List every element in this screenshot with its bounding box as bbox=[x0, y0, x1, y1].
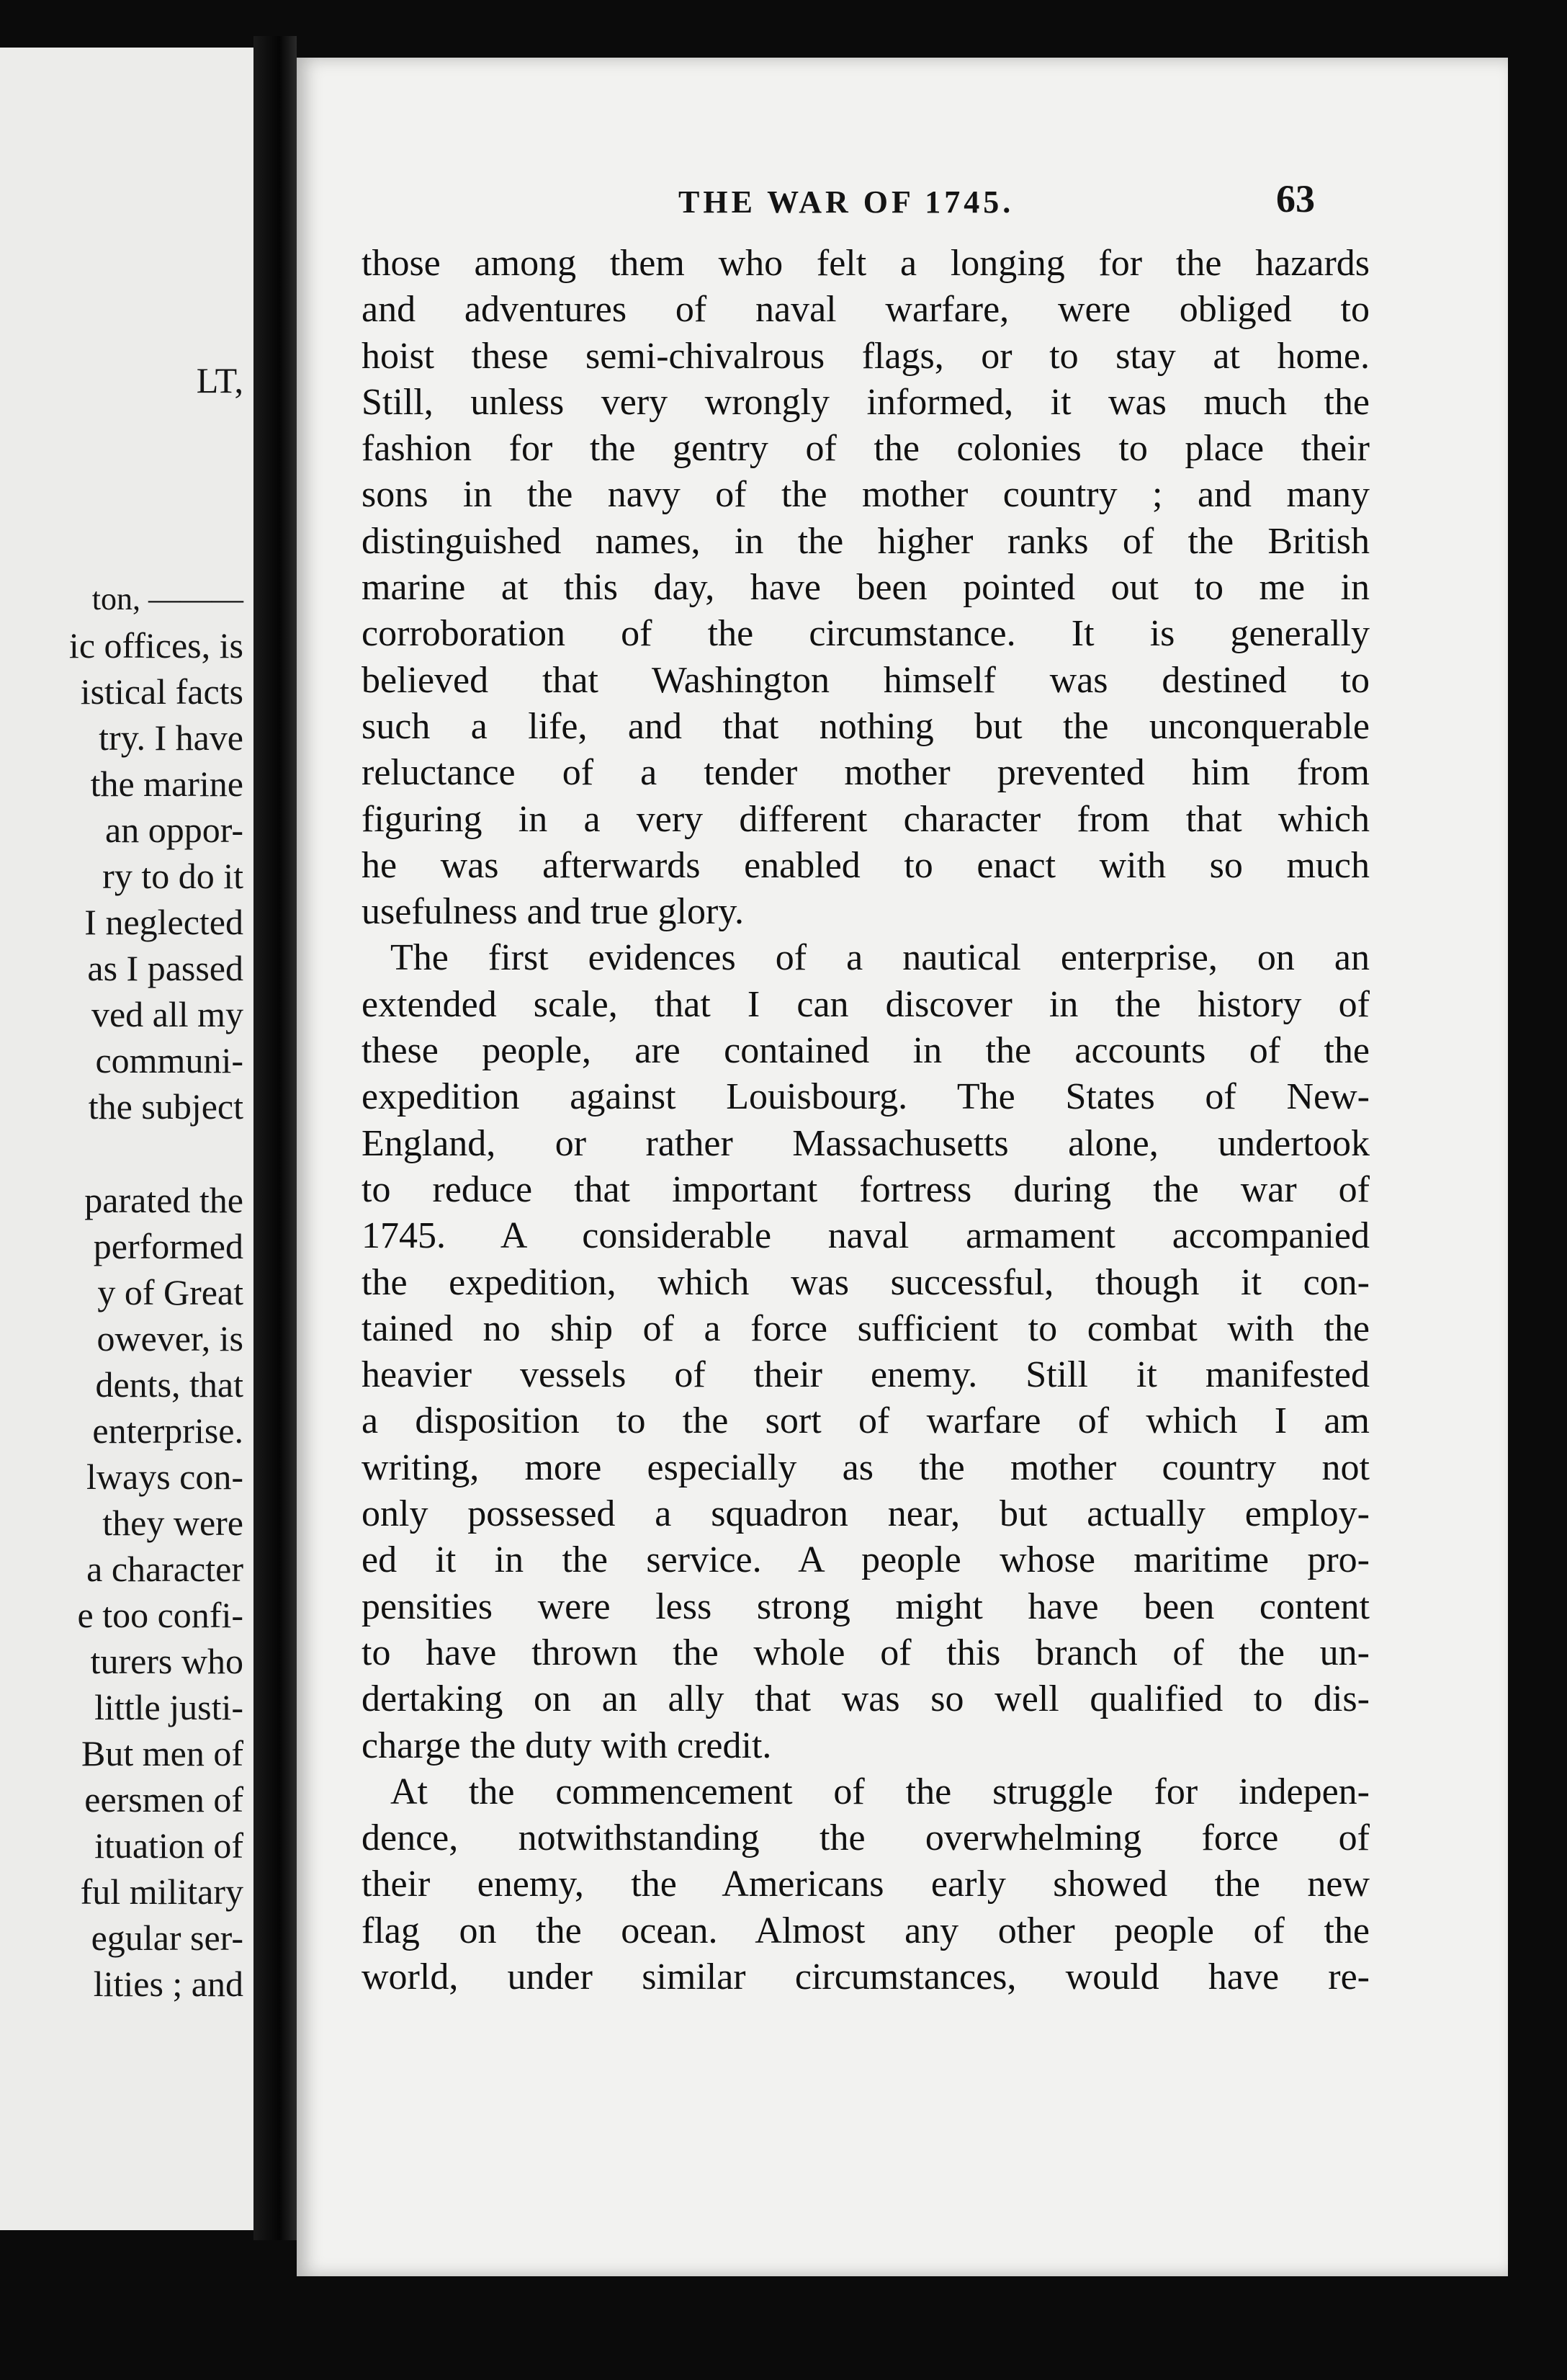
page-number: 63 bbox=[1276, 177, 1315, 220]
text-line: their enemy, the Americans early showed the new bbox=[362, 1864, 1370, 1905]
text-line: fashion for the gentry of the colonies to place their bbox=[362, 428, 1370, 470]
left-page-line: the subject bbox=[88, 1086, 243, 1127]
left-page-line: istical facts bbox=[80, 671, 243, 712]
text-line: and adventures of naval warfare, were obliged to bbox=[362, 289, 1370, 331]
left-page-line: enterprise. bbox=[92, 1410, 243, 1451]
left-page-line: dents, that bbox=[95, 1364, 243, 1405]
left-page-line: LT, bbox=[196, 360, 243, 401]
left-page-line: ved all my bbox=[91, 994, 243, 1034]
text-line: England, or rather Massachusetts alone, undertook bbox=[362, 1122, 1370, 1164]
left-page-line: they were bbox=[102, 1503, 243, 1543]
text-line: writing, more especially as the mother country not bbox=[362, 1446, 1370, 1488]
left-page-line: egular ser- bbox=[91, 1918, 243, 1958]
text-line: usefulness and true glory. bbox=[362, 891, 744, 933]
text-line: marine at this day, have been pointed out to me in bbox=[362, 567, 1370, 609]
text-line: he was afterwards enabled to enact with so much bbox=[362, 844, 1370, 886]
text-line: The first evidences of a nautical enterprise, on an bbox=[390, 937, 1370, 979]
text-line: 1745. A considerable naval armament accompanied bbox=[362, 1215, 1370, 1257]
left-page-line: turers who bbox=[90, 1641, 243, 1681]
text-line: world, under similar circumstances, would have re- bbox=[362, 1956, 1370, 1998]
left-page-line: the marine bbox=[90, 764, 243, 804]
text-line: charge the duty with credit. bbox=[362, 1724, 772, 1766]
left-page-line: parated the bbox=[84, 1180, 243, 1220]
left-page-line: ful military bbox=[80, 1871, 243, 1912]
left-page-line: try. I have bbox=[99, 717, 243, 758]
text-line: pensities were less strong might have been content bbox=[362, 1585, 1370, 1627]
text-line: reluctance of a tender mother prevented him from bbox=[362, 752, 1370, 794]
left-page-line: lways con- bbox=[86, 1457, 243, 1497]
left-page-line: a character bbox=[86, 1549, 243, 1589]
text-line: tained no ship of a force sufficient to combat with the bbox=[362, 1307, 1370, 1349]
text-line: expedition against Louisbourg. The States of New- bbox=[362, 1076, 1370, 1118]
text-line: distinguished names, in the higher ranks of the British bbox=[362, 520, 1370, 562]
text-line: a disposition to the sort of warfare of which I am bbox=[362, 1400, 1370, 1442]
left-page-line: I neglected bbox=[84, 902, 243, 942]
left-page-line: But men of bbox=[81, 1733, 243, 1773]
text-line: heavier vessels of their enemy. Still it manifested bbox=[362, 1354, 1370, 1396]
text-line: sons in the navy of the mother country ; and many bbox=[362, 474, 1370, 516]
left-page-line: as I passed bbox=[87, 948, 243, 988]
left-page-line: an oppor- bbox=[105, 810, 243, 850]
left-page-line: little justi- bbox=[94, 1687, 243, 1727]
text-line: corroboration of the circumstance. It is generally bbox=[362, 613, 1370, 655]
book-gutter bbox=[253, 36, 297, 2240]
text-line: to have thrown the whole of this branch of the un- bbox=[362, 1632, 1370, 1673]
text-line: extended scale, that I can discover in the history of bbox=[362, 983, 1370, 1025]
text-line: hoist these semi-chivalrous flags, or to stay at home. bbox=[362, 335, 1370, 377]
left-page-line: performed bbox=[93, 1226, 243, 1266]
text-line: Still, unless very wrongly informed, it was much the bbox=[362, 381, 1370, 423]
left-page-line: owever, is bbox=[96, 1318, 243, 1359]
left-page-line: ic offices, is bbox=[68, 625, 243, 666]
text-line: dertaking on an ally that was so well qualified to dis- bbox=[362, 1678, 1370, 1720]
running-title: THE WAR OF 1745. bbox=[678, 184, 1015, 220]
text-line: such a life, and that nothing but the unconquerable bbox=[362, 705, 1370, 747]
left-page-line: ituation of bbox=[94, 1825, 243, 1866]
text-line: dence, notwithstanding the overwhelming force of bbox=[362, 1817, 1370, 1859]
body-text bbox=[362, 241, 1370, 2000]
text-line: to reduce that important fortress during the war of bbox=[362, 1168, 1370, 1210]
text-line: the expedition, which was successful, though it con- bbox=[362, 1261, 1370, 1303]
text-line: At the commencement of the struggle for indepen- bbox=[390, 1771, 1370, 1812]
left-page-line: e too confi- bbox=[77, 1595, 243, 1635]
left-page-line: eersmen of bbox=[84, 1779, 243, 1820]
text-line: ed it in the service. A people whose maritime pro- bbox=[362, 1539, 1370, 1581]
left-page-line: communi- bbox=[95, 1040, 243, 1081]
text-line: believed that Washington himself was destined to bbox=[362, 659, 1370, 701]
text-line: only possessed a squadron near, but actually employ- bbox=[362, 1493, 1370, 1535]
left-page-line: lities ; and bbox=[93, 1964, 243, 2004]
text-line: figuring in a very different character from that which bbox=[362, 798, 1370, 840]
right-page bbox=[297, 58, 1508, 2276]
text-line: flag on the ocean. Almost any other people of the bbox=[362, 1910, 1370, 1951]
text-line: these people, are contained in the accounts of the bbox=[362, 1030, 1370, 1072]
left-page-line: ry to do it bbox=[102, 856, 243, 896]
left-facing-page bbox=[0, 48, 253, 2230]
left-page-line: y of Great bbox=[97, 1272, 243, 1312]
left-page-line: ton, ——— bbox=[91, 581, 243, 617]
text-line: those among them who felt a longing for the hazards bbox=[362, 243, 1370, 284]
